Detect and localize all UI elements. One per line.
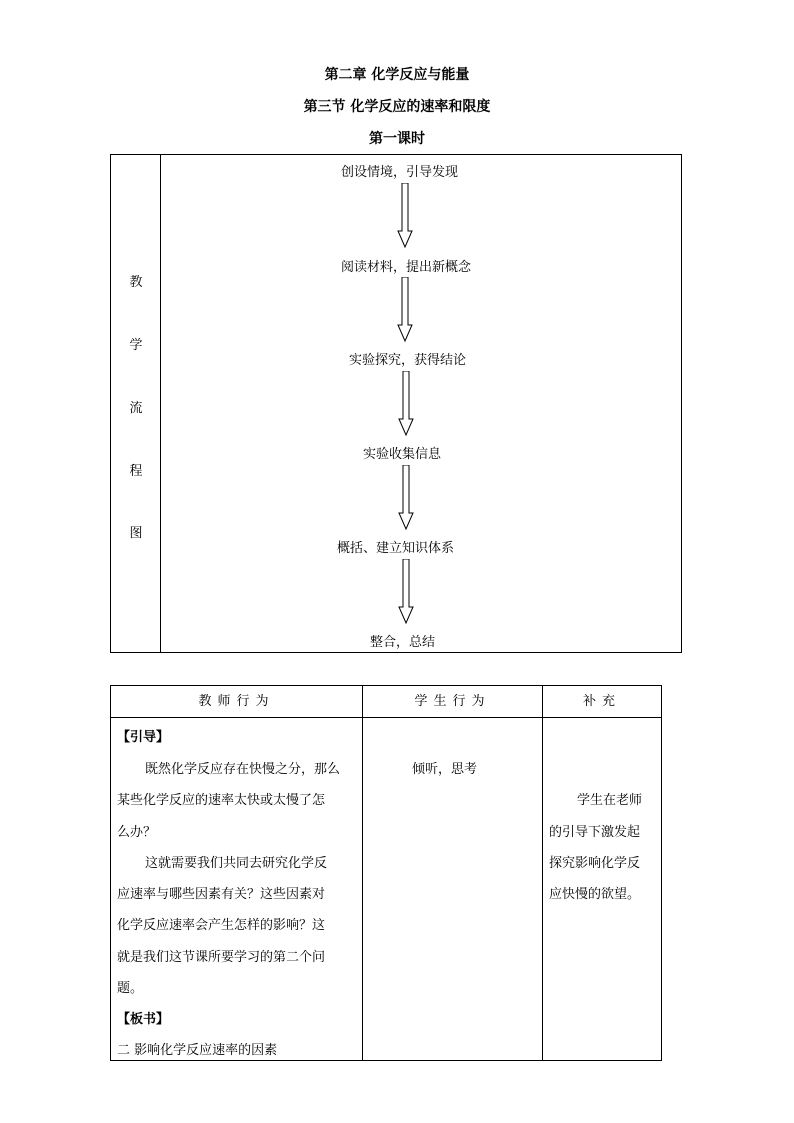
teacher-line: 应速率与哪些因素有关？这些因素对 <box>117 887 326 902</box>
flow-chart-table <box>110 154 682 653</box>
down-arrow-icon <box>397 277 413 343</box>
down-arrow-icon <box>398 465 414 531</box>
flow-step: 实验收集信息 <box>363 447 442 462</box>
teacher-line: 化学反应速率会产生怎样的影响？这 <box>117 918 326 933</box>
flow-chart-side-label <box>111 155 161 652</box>
column-divider <box>362 686 363 1060</box>
side-char: 程 <box>129 464 143 479</box>
side-char: 图 <box>129 526 143 541</box>
down-arrow-icon <box>398 559 414 625</box>
header-supplement: 补充 <box>582 694 621 709</box>
header-student: 学生行为 <box>414 694 491 709</box>
teacher-line: 某些化学反应的速率太快或太慢了怎 <box>117 793 326 808</box>
flow-step: 概括、建立知识体系 <box>337 541 455 556</box>
down-arrow-icon <box>397 183 413 249</box>
header-teacher: 教师行为 <box>198 694 275 709</box>
supplement-line: 应快慢的欲望。 <box>549 887 641 902</box>
side-char: 流 <box>129 401 143 416</box>
flow-step: 阅读材料，提出新概念 <box>341 260 472 275</box>
teacher-line: 【引导】 <box>117 730 170 745</box>
student-cell: 倾听，思考 <box>412 762 478 777</box>
supplement-line: 学生在老师 <box>577 793 643 808</box>
chapter-title: 第二章 化学反应与能量 <box>324 67 470 83</box>
teacher-line: 二 影响化学反应速率的因素 <box>117 1043 278 1058</box>
teacher-line: 就是我们这节课所要学习的第二个问 <box>117 950 326 965</box>
lesson-title: 第一课时 <box>369 131 425 147</box>
flow-step: 创设情境，引导发现 <box>341 165 459 180</box>
teacher-line: 题。 <box>117 981 144 996</box>
teacher-line: 么办？ <box>117 825 157 840</box>
flow-step: 整合，总结 <box>370 635 436 650</box>
teacher-line: 既然化学反应存在快慢之分，那么 <box>145 762 341 777</box>
supplement-line: 的引导下激发起 <box>549 825 641 840</box>
down-arrow-icon <box>398 371 414 437</box>
column-divider <box>542 686 543 1060</box>
lesson-table <box>110 685 662 1061</box>
teacher-line: 这就需要我们共同去研究化学反 <box>145 856 328 871</box>
supplement-line: 探究影响化学反 <box>549 856 641 871</box>
teacher-line: 【板书】 <box>117 1012 170 1027</box>
side-char: 学 <box>129 338 143 353</box>
side-char: 教 <box>129 275 143 290</box>
section-title: 第三节 化学反应的速率和限度 <box>303 99 491 115</box>
flow-step: 实验探究，获得结论 <box>349 353 467 368</box>
